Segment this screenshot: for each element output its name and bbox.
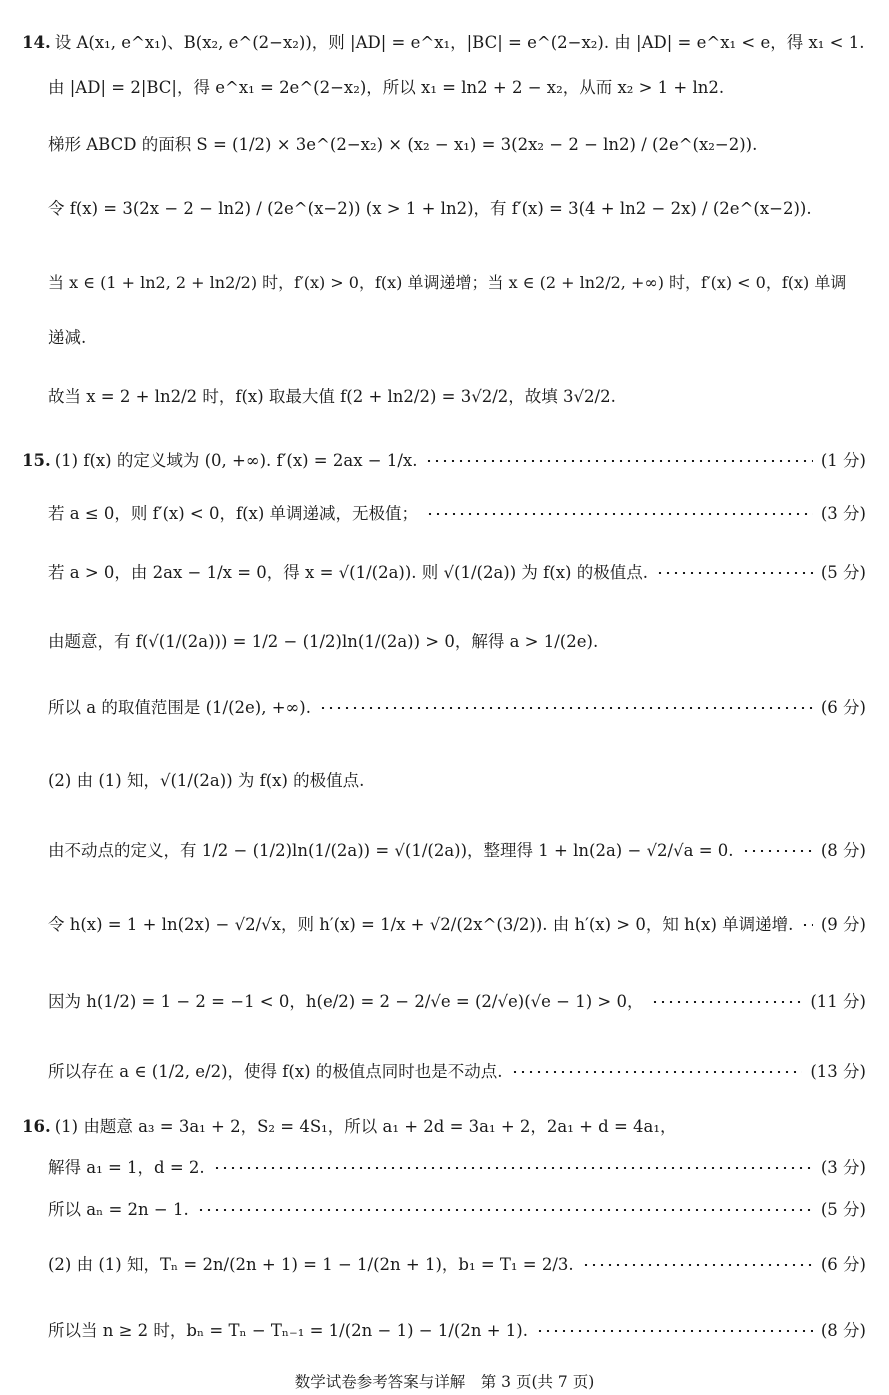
- line-text: (1) 由题意 a₃ = 3a₁ + 2，S₂ = 4S₁，所以 a₁ + 2d = 3a₁ + 2，2a₁ + d = 4a₁，: [54, 1117, 677, 1136]
- line-q15-6: [48, 770, 866, 792]
- line-text: 故当 x = 2 + ln2/2 时，f(x) 取最大值 f(2 + ln2/2) = 3√2/2，故填 3√2/2.: [48, 387, 616, 406]
- line-text: 因为 h(1/2) = 1 − 2 = −1 < 0，h(e/2) = 2 − 2/√e = (2/√e)(√e − 1) > 0，: [48, 992, 644, 1011]
- score-label: (13 分): [810, 1062, 866, 1081]
- line-text: 设 A(x₁, e^x₁)、B(x₂, e^(2−x₂))，则 |AD| = e^x₁，|BC| = e^(2−x₂). 由 |AD| = e^x₁ < e，得 x₁ < 1.: [54, 33, 865, 52]
- line-q16-1: [22, 1116, 866, 1138]
- line-q15-8: [48, 914, 866, 936]
- line-q15-7: [48, 840, 866, 862]
- dot-leader: [801, 924, 812, 926]
- line-q16-4: [48, 1254, 866, 1276]
- line-q14-1: [22, 32, 866, 54]
- line-text: 所以当 n ≥ 2 时，bₙ = Tₙ − Tₙ₋₁ = 1/(2n − 1) − 1/(2n + 1).: [48, 1321, 528, 1340]
- line-q14-3: [48, 134, 866, 156]
- line-text: 解得 a₁ = 1，d = 2.: [48, 1158, 205, 1177]
- line-q15-9: [48, 991, 866, 1013]
- line-q15-10: [48, 1061, 866, 1083]
- line-text: 所以 a 的取值范围是 (1/(2e), +∞).: [48, 698, 311, 717]
- line-q16-3: [48, 1199, 866, 1221]
- line-q14-6: [48, 327, 866, 349]
- dot-leader: [651, 1001, 802, 1003]
- dot-leader: [582, 1264, 813, 1266]
- score-label: (5 分): [820, 1200, 866, 1219]
- line-q15-2: [48, 503, 866, 525]
- line-text: 所以存在 a ∈ (1/2, e/2)，使得 f(x) 的极值点同时也是不动点.: [48, 1062, 503, 1081]
- line-q14-5: [48, 272, 866, 294]
- line-q15-3: [48, 562, 866, 584]
- score-label: (9 分): [820, 915, 866, 934]
- line-text: 梯形 ABCD 的面积 S = (1/2) × 3e^(2−x₂) × (x₂ − x₁) = 3(2x₂ − 2 − ln2) / (2e^(x₂−2)).: [48, 135, 758, 154]
- dot-leader: [319, 707, 813, 709]
- dot-leader: [213, 1167, 813, 1169]
- score-label: (3 分): [820, 1158, 866, 1177]
- question-number: 14.: [22, 33, 51, 52]
- dot-leader: [511, 1071, 803, 1073]
- line-text: 若 a > 0，由 2ax − 1/x = 0，得 x = √(1/(2a)). 则 √(1/(2a)) 为 f(x) 的极值点.: [48, 563, 648, 582]
- line-q14-4: [48, 198, 866, 220]
- question-number: 16.: [22, 1117, 51, 1136]
- score-label: (3 分): [820, 504, 866, 523]
- dot-leader: [656, 572, 813, 574]
- score-label: (8 分): [820, 841, 866, 860]
- line-q14-7: [48, 386, 866, 408]
- page-footer: 数学试卷参考答案与详解 第 3 页(共 7 页): [294, 1373, 595, 1391]
- line-text: (1) f(x) 的定义域为 (0, +∞). f′(x) = 2ax − 1/x.: [54, 451, 418, 470]
- score-label: (5 分): [820, 563, 866, 582]
- line-text: 当 x ∈ (1 + ln2, 2 + ln2/2) 时，f′(x) > 0，f(x) 单调递增；当 x ∈ (2 + ln2/2, +∞) 时，f′(x) < 0，f(x) 单调: [48, 273, 847, 292]
- line-q16-2: [48, 1157, 866, 1179]
- line-text: 由不动点的定义，有 1/2 − (1/2)ln(1/(2a)) = √(1/(2a))，整理得 1 + ln(2a) − √2/√a = 0.: [48, 841, 734, 860]
- line-text: 所以 aₙ = 2n − 1.: [48, 1200, 189, 1219]
- dot-leader: [536, 1330, 813, 1332]
- line-q14-2: [48, 77, 866, 99]
- score-label: (1 分): [820, 451, 866, 470]
- question-number: 15.: [22, 451, 51, 470]
- score-label: (6 分): [820, 1255, 866, 1274]
- score-label: (11 分): [810, 992, 866, 1011]
- line-text: 由 |AD| = 2|BC|，得 e^x₁ = 2e^(2−x₂)，所以 x₁ = ln2 + 2 − x₂，从而 x₂ > 1 + ln2.: [48, 78, 725, 97]
- line-text: 若 a ≤ 0，则 f′(x) < 0，f(x) 单调递减，无极值；: [48, 504, 419, 523]
- dot-leader: [425, 460, 812, 462]
- dot-leader: [426, 513, 813, 515]
- dot-leader: [197, 1209, 813, 1211]
- line-text: 由题意，有 f(√(1/(2a))) = 1/2 − (1/2)ln(1/(2a)) > 0，解得 a > 1/(2e).: [48, 632, 599, 651]
- line-q15-1: [22, 450, 866, 472]
- line-text: 令 h(x) = 1 + ln(2x) − √2/√x，则 h′(x) = 1/x + √2/(2x^(3/2)). 由 h′(x) > 0，知 h(x) 单调递增.: [48, 915, 794, 934]
- score-label: (8 分): [820, 1321, 866, 1340]
- line-q15-5: [48, 697, 866, 719]
- score-label: (6 分): [820, 698, 866, 717]
- line-q16-5: [48, 1320, 866, 1342]
- line-text: 递减.: [48, 328, 87, 347]
- line-text: (2) 由 (1) 知，Tₙ = 2n/(2n + 1) = 1 − 1/(2n + 1)，b₁ = T₁ = 2/3.: [48, 1255, 574, 1274]
- line-q15-4: [48, 631, 866, 653]
- line-text: (2) 由 (1) 知，√(1/(2a)) 为 f(x) 的极值点.: [48, 771, 365, 790]
- dot-leader: [742, 850, 813, 852]
- line-text: 令 f(x) = 3(2x − 2 − ln2) / (2e^(x−2)) (x > 1 + ln2)，有 f′(x) = 3(4 + ln2 − 2x) / (2e^(x−2)).: [48, 199, 812, 218]
